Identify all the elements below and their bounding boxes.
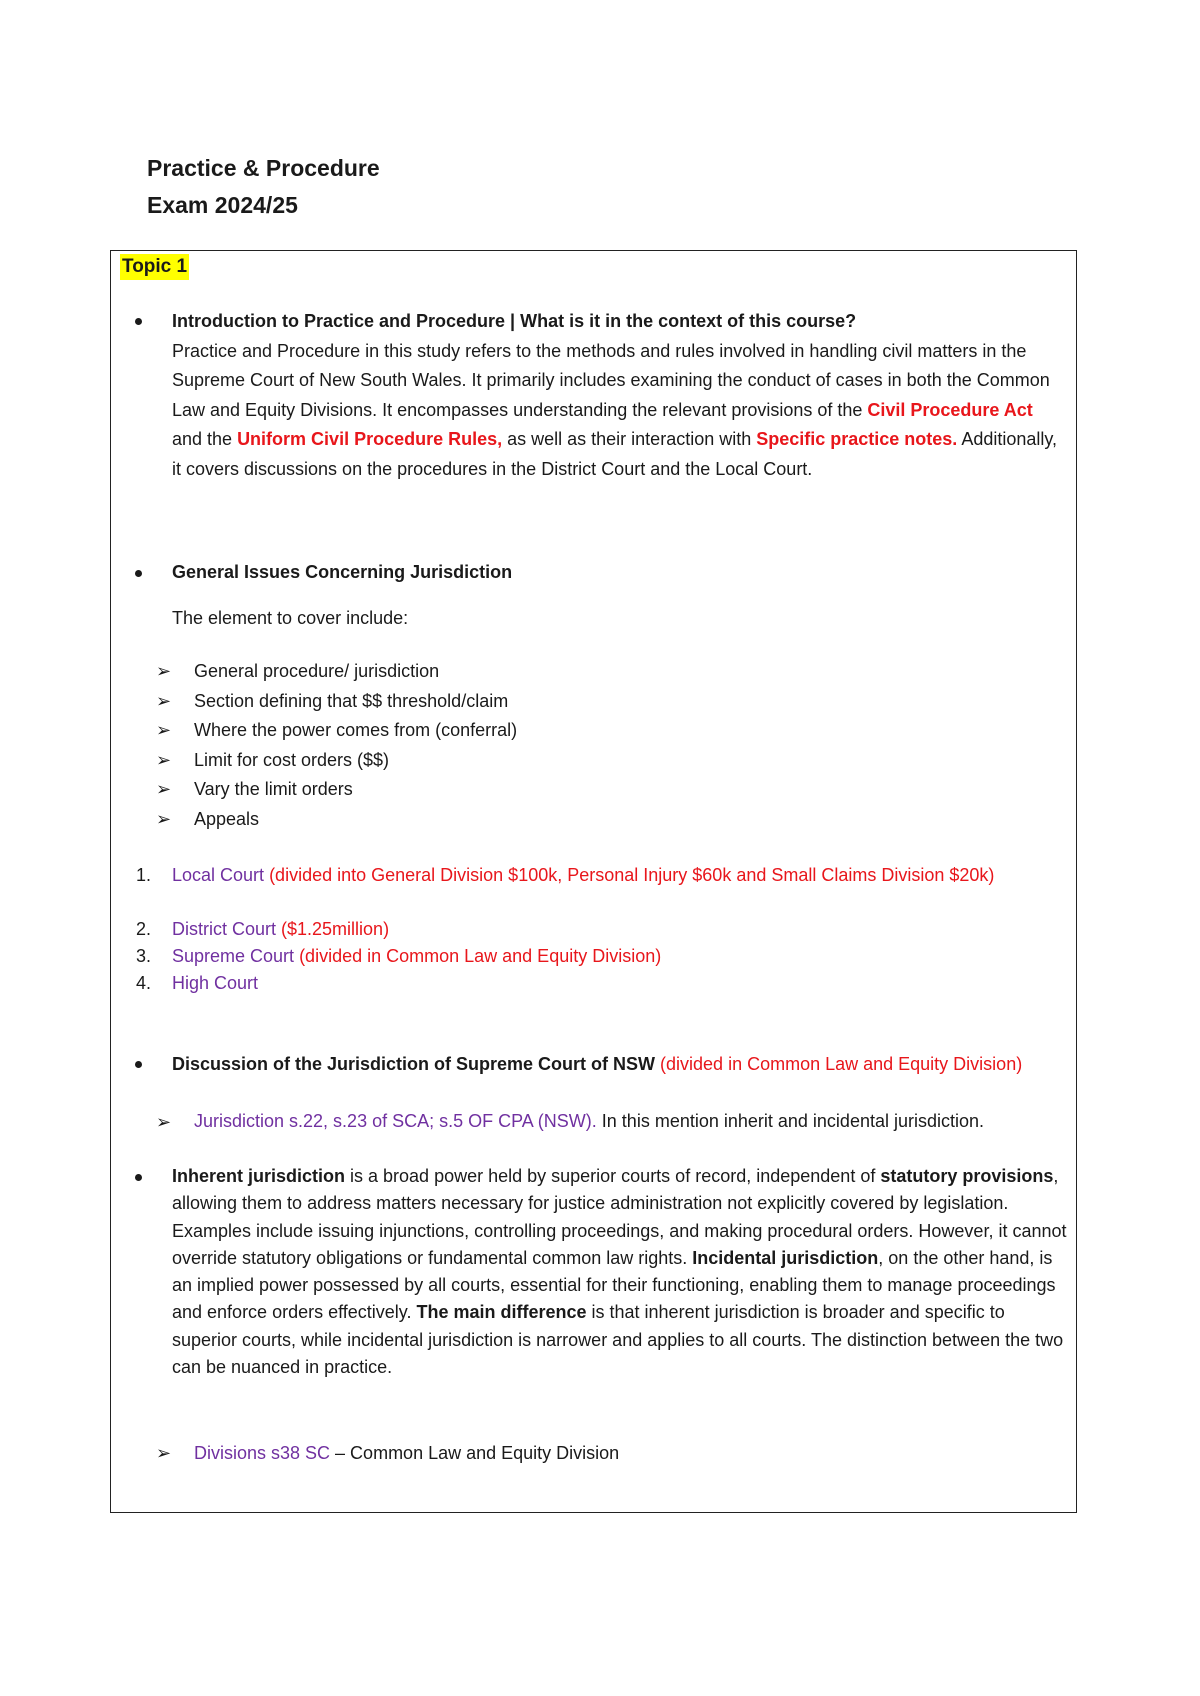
jurisdiction-sections: Jurisdiction s.22, s.23 of SCA; s.5 OF CPA (NSW). bbox=[194, 1111, 597, 1131]
arrow-bullet-icon: ➢ bbox=[156, 809, 172, 829]
document-title: Practice & Procedure bbox=[147, 155, 380, 181]
intro-heading: Introduction to Practice and Procedure | What is it in the context of this course? bbox=[172, 311, 857, 331]
court-name: Local Court bbox=[172, 865, 265, 885]
element-item: Vary the limit orders bbox=[194, 779, 353, 799]
intro-text-3: as well as their interaction with bbox=[502, 429, 757, 449]
statutory-provisions-term: statutory provisions bbox=[880, 1166, 1054, 1186]
court-item-district bbox=[172, 916, 1052, 943]
inherent-text: , allowing them to address matters necessary for justice administration not explicitly covered by legislation. Examples include issuing injunctions, controlling proceedings, and making procedural orders. However, it cannot override statutory obligations or fundamental common law rights. bbox=[172, 1166, 1067, 1268]
element-item: Limit for cost orders ($$) bbox=[194, 750, 390, 770]
arrow-bullet-icon: ➢ bbox=[156, 1443, 172, 1463]
inherent-text: is a broad power held by superior courts of record, independent of bbox=[345, 1166, 881, 1186]
divisions-text: – Common Law and Equity Division bbox=[330, 1443, 620, 1463]
intro-text-4: Additionally, it covers discussions on the procedures in the District Court and the Local Court. bbox=[172, 429, 1058, 479]
court-detail: (divided in Common Law and Equity Division) bbox=[294, 946, 662, 966]
jurisdiction-note: In this mention inherit and incidental jurisdiction. bbox=[596, 1111, 985, 1131]
jurisdiction-reference bbox=[194, 1108, 1034, 1135]
bullet-icon bbox=[135, 1061, 142, 1068]
list-number: 2. bbox=[136, 919, 152, 939]
intro-paragraph bbox=[172, 337, 1067, 485]
discussion-heading: Discussion of the Jurisdiction of Supreme Court of NSW bbox=[172, 1054, 656, 1074]
element-item: Section defining that $$ threshold/claim bbox=[194, 691, 509, 711]
bullet-icon bbox=[135, 1174, 142, 1181]
element-item: Appeals bbox=[194, 809, 260, 829]
main-difference-term: The main difference bbox=[416, 1302, 587, 1323]
arrow-bullet-icon: ➢ bbox=[156, 691, 172, 711]
uniform-civil-procedure-rules: Uniform Civil Procedure Rules, bbox=[237, 429, 503, 449]
discussion-heading-note: (divided in Common Law and Equity Division) bbox=[655, 1054, 1023, 1074]
topic-label: Topic 1 bbox=[120, 254, 189, 280]
list-number: 3. bbox=[136, 946, 152, 966]
divisions-reference: Divisions s38 SC bbox=[194, 1443, 331, 1463]
arrow-bullet-icon: ➢ bbox=[156, 1112, 172, 1132]
court-name: District Court bbox=[172, 919, 277, 939]
intro-text-2: and the bbox=[172, 429, 238, 449]
specific-practice-notes: Specific practice notes. bbox=[756, 429, 958, 449]
element-item: General procedure/ jurisdiction bbox=[194, 661, 440, 681]
court-name: High Court bbox=[172, 973, 259, 993]
element-item: Where the power comes from (conferral) bbox=[194, 720, 518, 740]
bullet-icon bbox=[135, 570, 142, 577]
document-subtitle: Exam 2024/25 bbox=[147, 192, 298, 218]
intro-text-1: Practice and Procedure in this study refers to the methods and rules involved in handling civil matters in the Supreme Court of New South Wales. It primarily includes examining the conduct of cases in both the Common Law and Equity Divisions. It encompasses understanding the relevant provisions of the bbox=[172, 340, 1050, 420]
document-header bbox=[147, 150, 380, 224]
civil-procedure-act: Civil Procedure Act bbox=[867, 399, 1033, 420]
court-detail: (divided into General Division $100k, Personal Injury $60k and Small Claims Division $20k) bbox=[264, 865, 995, 885]
arrow-bullet-icon: ➢ bbox=[156, 720, 172, 740]
general-heading: General Issues Concerning Jurisdiction bbox=[172, 562, 513, 582]
bullet-icon bbox=[135, 318, 142, 325]
difference-text: is that inherent jurisdiction is broader and specific to superior courts, while incidental jurisdiction is narrower and applies to all courts. The distinction between the two can be nuanced in practice. bbox=[172, 1302, 1064, 1378]
list-number: 1. bbox=[136, 865, 152, 885]
discussion-heading-block bbox=[172, 1050, 1052, 1079]
court-item-local bbox=[172, 862, 1052, 889]
list-number: 4. bbox=[136, 973, 152, 993]
court-name: Supreme Court bbox=[172, 946, 295, 966]
incidental-term: Incidental jurisdiction bbox=[692, 1247, 879, 1268]
divisions-line bbox=[194, 1439, 619, 1468]
inherent-paragraph bbox=[172, 1163, 1067, 1381]
arrow-bullet-icon: ➢ bbox=[156, 661, 172, 681]
general-lead: The element to cover include: bbox=[172, 608, 409, 628]
arrow-bullet-icon: ➢ bbox=[156, 750, 172, 770]
court-item-supreme bbox=[172, 943, 1052, 970]
intro-section bbox=[172, 307, 1067, 484]
court-detail: ($1.25million) bbox=[276, 919, 390, 939]
court-item-high bbox=[172, 970, 1052, 997]
inherent-term: Inherent jurisdiction bbox=[172, 1166, 346, 1186]
incidental-text: , on the other hand, is an implied power possessed by all courts, essential for their functioning, enabling them to manage proceedings and enforce orders effectively. bbox=[172, 1247, 1056, 1323]
arrow-bullet-icon: ➢ bbox=[156, 779, 172, 799]
